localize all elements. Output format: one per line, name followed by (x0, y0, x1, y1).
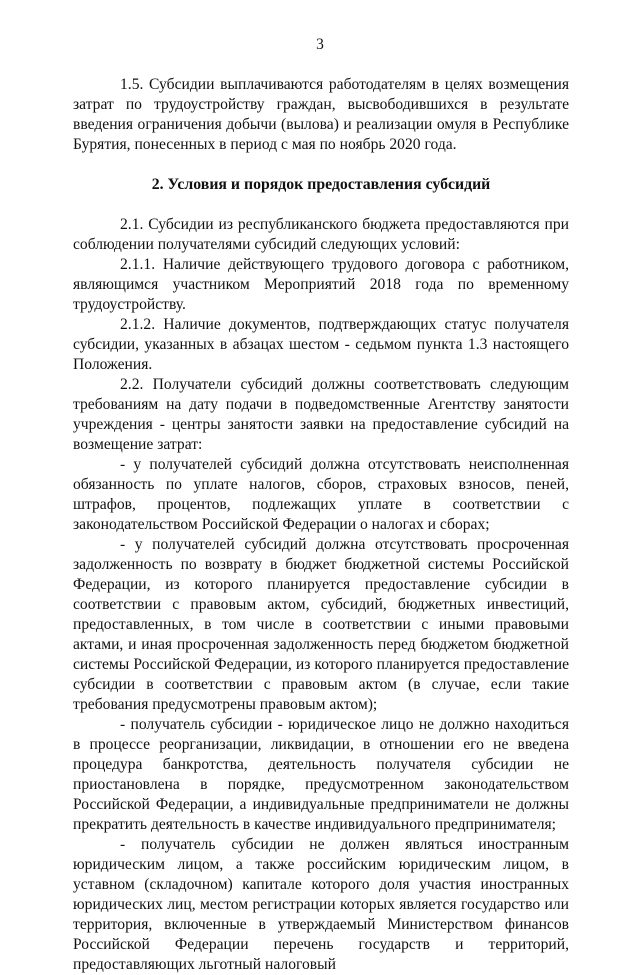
page-number: 3 (316, 36, 324, 53)
paragraph-2-1-2: 2.1.2. Наличие документов, подтверждающих статус получателя субсидии, указанных в абзацах шестом - седьмом пункта 1.3 настоящего Положения. (73, 316, 569, 373)
paragraph-2-1-1: 2.1.1. Наличие действующего трудового договора с работником, являющимся участником Мероприятий 2018 года по временному трудоустройству. (73, 256, 569, 313)
paragraph-2-2: 2.2. Получатели субсидий должны соответствовать следующим требованиям на дату подачи в подведомственные Агентству занятости учреждения - центры занятости заявки на предоставление субсидий на возмещение затрат: (73, 376, 569, 453)
paragraph-1-5: 1.5. Субсидии выплачиваются работодателям в целях возмещения затрат по трудоустройству граждан, высвободившихся в результате введения ограничения добычи (вылова) и реализации омуля в Республике Бурятия, понесенных в период с мая по ноябрь 2020 года. (73, 76, 569, 153)
requirement-debt: - у получателей субсидий должна отсутствовать просроченная задолженность по возврату в бюджет бюджетной системы Российской Федерации, из которого планируется предоставление субсидии в соответствии с правовым актом, субсидий, бюджетных инвестиций, предоставленных, в том числе в соответствии с иными правовыми актами, и иная просроченная задолженность перед бюджетом бюджетной системы Российской Федерации, из которого планируется предоставление субсидии в соответствии с правовым актом (в случае, если такие требования предусмотрены правовым актом); (73, 536, 569, 713)
requirement-reorganization: - получатель субсидии - юридическое лицо не должно находиться в процессе реорганизации, ликвидации, в отношении его не введена процедура банкротства, деятельность получателя субсидии не приостановлена в порядке, предусмотренном законодательством Российской Федерации, а индивидуальные предприниматели не должны прекратить деятельность в качестве индивидуального предпринимателя; (73, 716, 569, 833)
requirement-foreign-entity: - получатель субсидии не должен являться иностранным юридическим лицом, а также российским юридическим лицом, в уставном (складочном) капитале которого доля участия иностранных юридических лиц, местом регистрации которых является государство или территория, включенные в утверждаемый Министерством финансов Российской Федерации перечень государств и территорий, предоставляющих льготный налоговый (73, 836, 569, 973)
document-body (73, 75, 569, 975)
section-heading: 2. Условия и порядок предоставления субсидий (151, 176, 491, 193)
requirement-taxes: - у получателей субсидий должна отсутствовать неисполненная обязанность по уплате налогов, сборов, страховых взносов, пеней, штрафов, процентов, подлежащих уплате в соответствии с законодательством Российской Федерации о налогах и сборах; (73, 456, 569, 533)
paragraph-2-1: 2.1. Субсидии из республиканского бюджета предоставляются при соблюдении получателями субсидий следующих условий: (73, 216, 569, 253)
